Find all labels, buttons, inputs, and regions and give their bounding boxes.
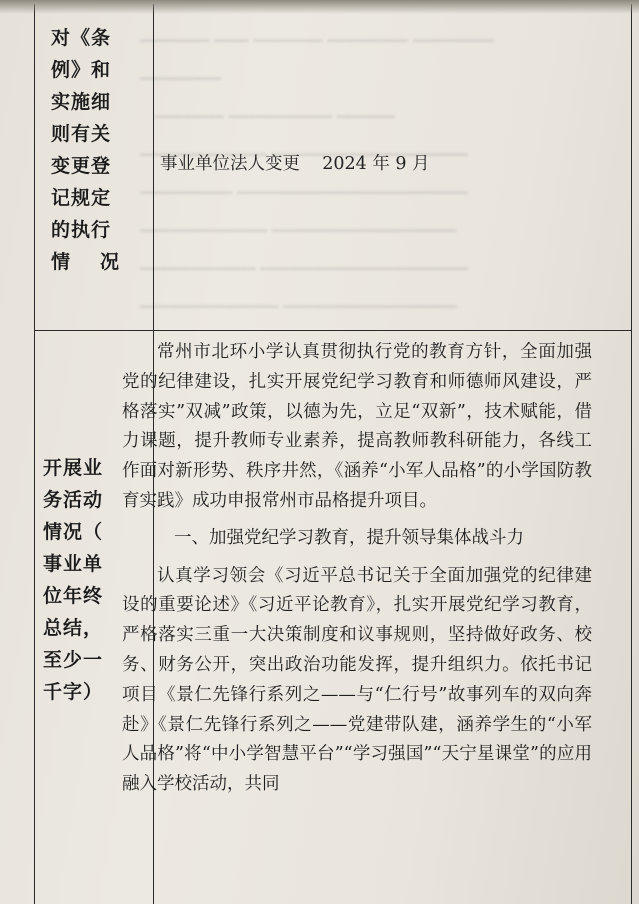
compliance-label-line: 情况 (51, 251, 150, 273)
change-record (160, 150, 430, 175)
change-date: 2024 年 9 月 (322, 154, 430, 174)
activities-label-line: 总结， (43, 617, 104, 639)
activities-label-line: 务活动 (43, 489, 104, 511)
activities-label-line: 位年终 (43, 585, 104, 607)
compliance-label-line: 则有关 (51, 123, 112, 145)
compliance-label (35, 22, 153, 278)
activities-label-line: 事业单 (43, 553, 104, 575)
show-through-text: ▁▁▁▁▁▁ ▁▁▁ ▁▁▁▁▁▁ ▁▁▁▁▁▁▁ ▁▁▁▁▁▁▁ ▁▁▁▁▁▁▁ ▁▁▁▁▁▁ ▁▁▁▁▁▁▁▁▁ ▁▁▁▁▁ ▁▁▁▁▁▁▁▁▁▁▁ ▁▁▁▁▁▁▁▁▁▁▁▁▁▁▁▁▁ ▁▁▁▁▁▁▁▁ ▁▁▁▁▁▁▁▁▁▁▁▁▁▁▁▁▁▁▁▁ ▁▁▁▁▁▁▁▁▁▁▁ ▁▁▁▁▁▁▁▁▁▁▁▁▁▁▁▁ ▁▁▁▁▁▁▁▁▁▁ ▁▁▁▁▁▁▁▁▁▁▁▁▁▁▁▁▁▁ ▁▁▁▁▁▁▁▁▁▁▁▁ ▁▁▁▁▁▁▁▁▁▁▁▁▁▁▁ (140, 24, 494, 308)
compliance-label-line: 对《条 (51, 27, 112, 49)
activities-label-line: 至少一 (43, 649, 104, 671)
compliance-label-line: 变更登 (51, 155, 112, 177)
activities-label-line: 情况（ (43, 521, 104, 543)
page-shadow (0, 0, 639, 14)
activities-label-line: 千字） (43, 681, 104, 703)
activities-label-line: 开展业 (43, 457, 104, 479)
compliance-label-line: 例》和 (51, 59, 112, 81)
summary-intro: 常州市北环小学认真贯彻执行党的教育方针，全面加强党的纪律建设，扎实开展党纪学习教育和师德师风建设，严格落实”双减”政策，以德为先，立足“双新”，技术赋能，借力课题，提升教师专业素养，提高教师教科研能力，各线工作面对新形势、秩序井然，《涵养“小军人品格”的小学国防教育实践》成功申报常州市品格提升项目。 (122, 342, 592, 511)
compliance-label-line: 的执行 (51, 219, 112, 241)
section-body: 认真学习领会《习近平总书记关于全面加强党的纪律建设的重要论述》《习近平论教育》，扎实开展党纪学习教育，严格落实三重一大决策制度和议事规则，坚持做好政务、校务、财务公开，突出政治功能发挥，提升组织力。依托书记项目《景仁先锋行系列之——与“仁行号”故事列车的双向奔赴》《景仁先锋行系列之——党建带队建，涵养学生的“小军人品格”将“中小学智慧平台”“学习强国”“天宁星课堂”的应用融入学校活动，共同 (122, 565, 592, 795)
compliance-label-line: 记规定 (51, 187, 112, 209)
annual-summary-text (122, 338, 592, 807)
section-heading: 一、加强党纪学习教育，提升领导集体战斗力 (174, 527, 524, 548)
change-item: 事业单位法人变更 (160, 154, 300, 174)
compliance-label-line: 实施细 (51, 91, 112, 113)
